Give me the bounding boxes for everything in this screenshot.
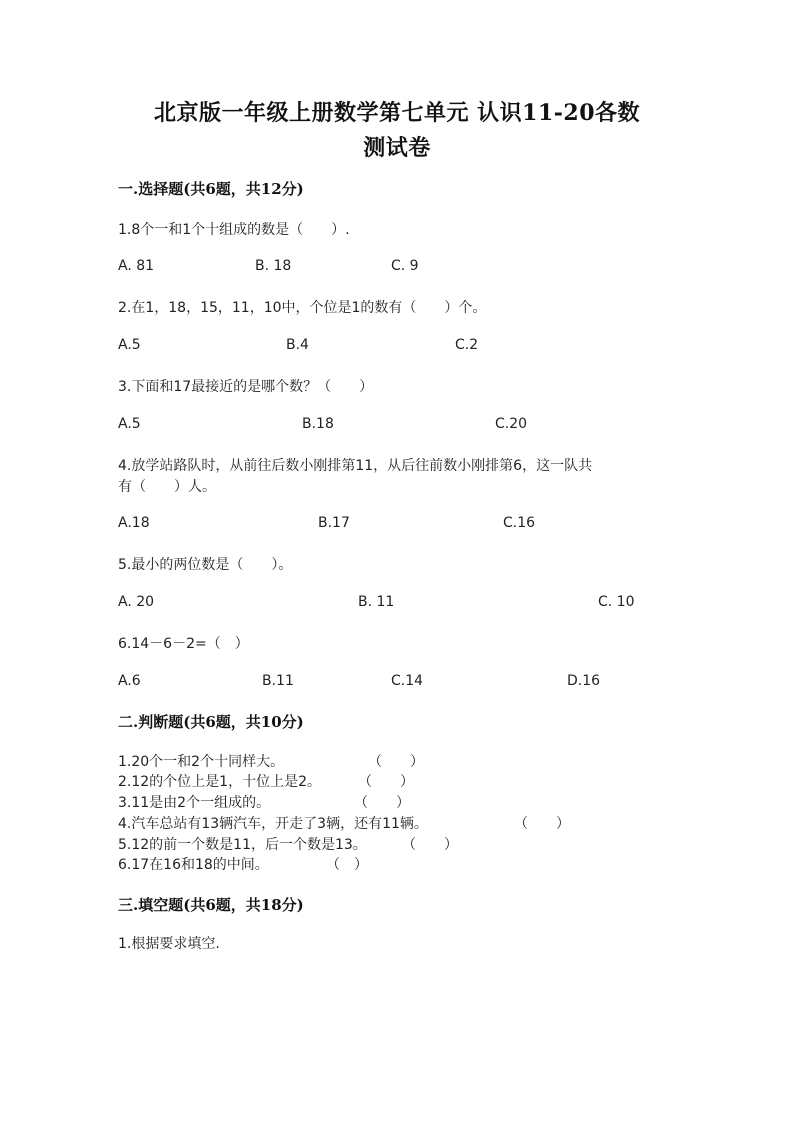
question-text-line2: 有（ ）人。 (118, 479, 216, 495)
option-c: C.14 (391, 673, 424, 689)
document-title-line1: 北京版一年级上册数学第七单元 认识11-20各数 (153, 100, 641, 126)
judgement-text: 4.汽车总站有13辆汽车，开走了3辆，还有11辆。 (118, 816, 428, 832)
option-a: A. 81 (118, 258, 155, 274)
judgement-item (118, 813, 570, 833)
judgement-item (118, 854, 368, 874)
judgement-text: 5.12的前一个数是11，后一个数是13。 (118, 837, 367, 853)
option-a: A.5 (118, 416, 141, 432)
option-c: C. 10 (598, 594, 635, 610)
section-heading-choice: 一.选择题(共6题，共12分) (118, 180, 304, 198)
answer-parentheses: （ ） (354, 795, 410, 811)
question-text: 2.在1，18，15，11，10中，个位是1的数有（ ）个。 (118, 300, 487, 316)
option-b: B.4 (286, 337, 309, 353)
section-heading-judgement: 二.判断题(共6题，共10分) (118, 713, 304, 731)
answer-parentheses: （ ） (514, 816, 570, 832)
answer-parentheses: （ ） (368, 754, 424, 770)
judgement-item (118, 834, 458, 854)
section-heading-fill-in: 三.填空题(共6题，共18分) (118, 896, 304, 914)
question-text: 6.14－6－2=（ ） (118, 636, 249, 652)
option-c: C.16 (503, 515, 536, 531)
answer-parentheses: （ ） (326, 857, 368, 873)
judgement-text: 3.11是由2个一组成的。 (118, 795, 271, 811)
option-a: A.5 (118, 337, 141, 353)
judgement-item (118, 792, 410, 812)
judgement-item (118, 751, 424, 771)
document-title-line2: 测试卷 (363, 135, 431, 161)
option-c: C.2 (455, 337, 479, 353)
judgement-text: 2.12的个位上是1，十位上是2。 (118, 774, 321, 790)
option-c: C. 9 (391, 258, 419, 274)
option-a: A.18 (118, 515, 150, 531)
question-text: 5.最小的两位数是（ ）。 (118, 557, 293, 573)
option-b: B.17 (318, 515, 350, 531)
option-a: A. 20 (118, 594, 155, 610)
option-b: B. 11 (358, 594, 395, 610)
judgement-text: 6.17在16和18的中间。 (118, 857, 269, 873)
answer-parentheses: （ ） (402, 837, 458, 853)
option-c: C.20 (495, 416, 528, 432)
question-text: 1.8个一和1个十组成的数是（ ）. (118, 222, 350, 238)
question-text-line1: 4.放学站路队时，从前往后数小刚排第11，从后往前数小刚排第6，这一队共 (118, 458, 593, 474)
question-text: 3.下面和17最接近的是哪个数？（ ） (118, 379, 374, 395)
judgement-item (118, 771, 414, 791)
answer-parentheses: （ ） (358, 774, 414, 790)
option-b: B.18 (302, 416, 334, 432)
option-a: A.6 (118, 673, 141, 689)
option-b: B. 18 (255, 258, 292, 274)
option-b: B.11 (262, 673, 294, 689)
option-d: D.16 (567, 673, 601, 689)
judgement-text: 1.20个一和2个十同样大。 (118, 754, 285, 770)
question-text: 1.根据要求填空. (118, 936, 220, 952)
